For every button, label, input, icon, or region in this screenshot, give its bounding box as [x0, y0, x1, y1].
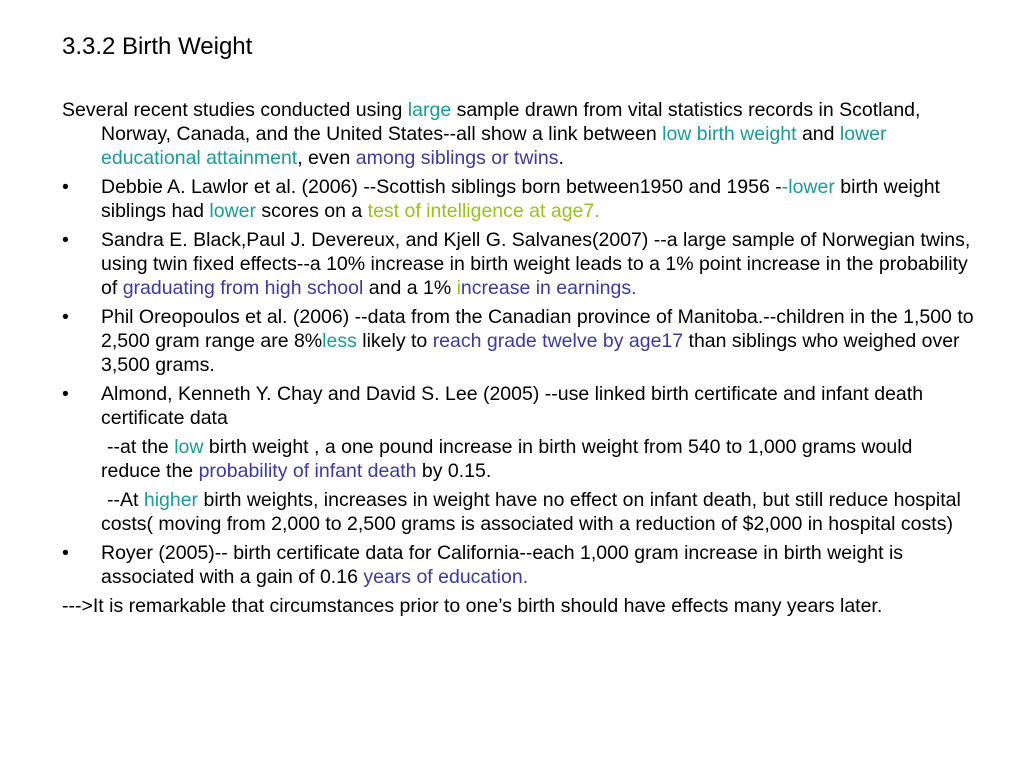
highlight-low-birth-weight: low birth weight	[662, 123, 797, 145]
highlight-large: large	[407, 99, 452, 121]
highlight-siblings-twins: among siblings or twins	[355, 147, 559, 169]
bullet-lawlor: • Debbie A. Lawlor et al. (2006) --Scottish siblings born between1950 and 1956 --lower birth weight siblings had lower scores on a test of intelligence at age7.	[62, 176, 940, 222]
conclusion-paragraph: --->It is remarkable that circumstances prior to one’s birth should have effects many years later.	[62, 595, 883, 617]
bullet-mark: •	[62, 229, 69, 251]
bullet-oreopoulos: • Phil Oreopoulos et al. (2006) --data from the Canadian province of Manitoba.--children in the 1,500 to 2,500 gram range are 8%less likely to reach grade twelve by age17 than siblings who weighed over 3,500 grams.	[62, 306, 974, 376]
bullet-mark: •	[62, 383, 69, 405]
bullet-almond: • Almond, Kenneth Y. Chay and David S. Lee (2005) --use linked birth certificate and infant death certificate data	[62, 383, 924, 429]
slide-title: 3.3.2 Birth Weight	[62, 33, 253, 60]
slide-body	[62, 98, 977, 623]
bullet-royer: • Royer (2005)-- birth certificate data for California--each 1,000 gram increase in birth weight is associated with a gain of 0.16 years of education.	[62, 542, 904, 588]
sub-higher-birth-weight: --At higher birth weights, increases in weight have no effect on infant death, but still reduce hospital costs( moving from 2,000 to 2,500 grams is associated with a reduction of $2,000 in hospital costs)	[101, 489, 961, 535]
bullet-black: • Sandra E. Black,Paul J. Devereux, and Kjell G. Salvanes(2007) --a large sample of Norwegian twins, using twin fixed effects--a 10% increase in birth weight leads to a 1% point increase in the probability of graduating from high school and a 1% increase in earnings.	[62, 229, 971, 299]
bullet-mark: •	[62, 542, 69, 564]
sub-low-birth-weight: --at the low birth weight , a one pound increase in birth weight from 540 to 1,000 grams would reduce the probability of infant death by 0.15.	[101, 436, 913, 482]
highlight-lower-educational-attainment: lower educational attainment	[101, 123, 887, 169]
intro-paragraph: Several recent studies conducted using large sample drawn from vital statistics records in Scotland, Norway, Canada, and the United States--all show a link between low birth weight and lower educational attainment, even among siblings or twins.	[62, 99, 921, 169]
bullet-mark: •	[62, 306, 69, 328]
bullet-mark: •	[62, 176, 69, 198]
